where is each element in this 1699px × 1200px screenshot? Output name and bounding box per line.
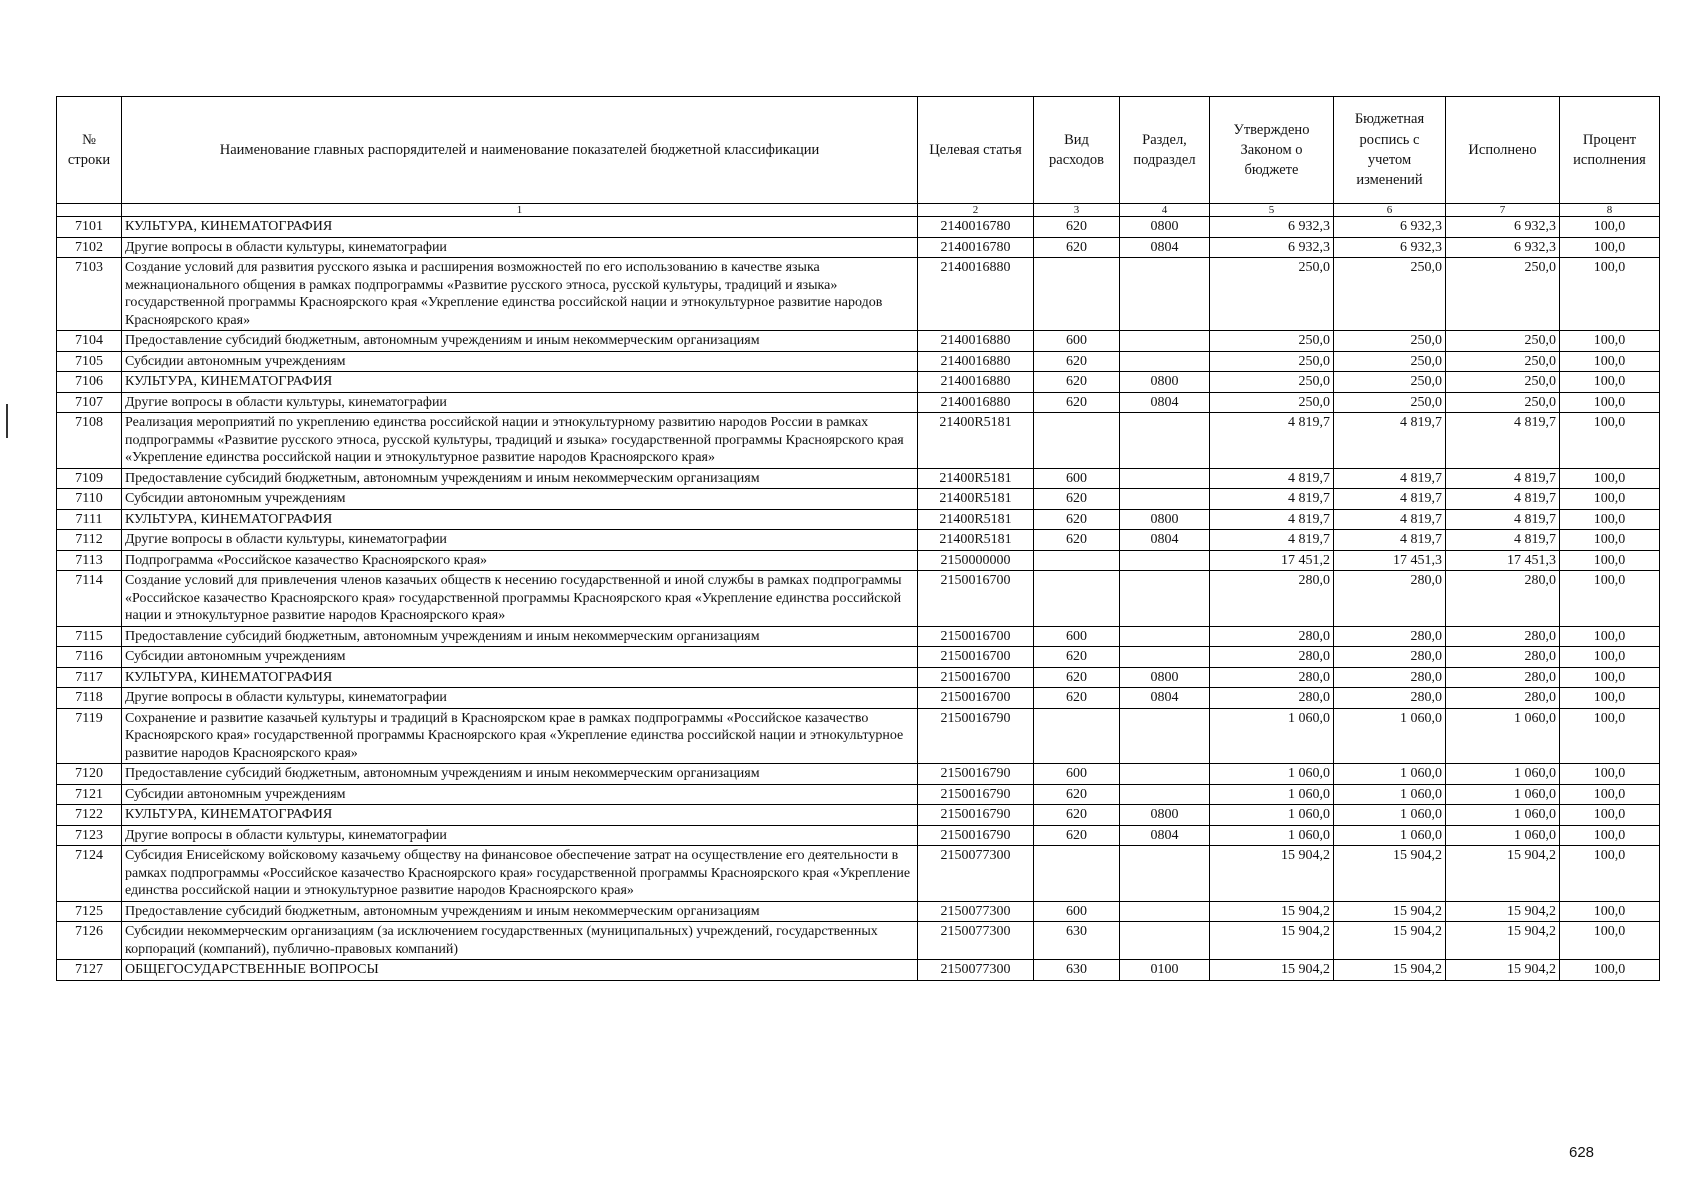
- row-name-cell: Подпрограмма «Российское казачество Красноярского края»: [122, 550, 918, 571]
- approved-amount-cell: 250,0: [1210, 372, 1334, 393]
- approved-amount-cell: 17 451,2: [1210, 550, 1334, 571]
- section-code-cell: [1120, 922, 1210, 960]
- executed-amount-cell: 280,0: [1446, 571, 1560, 627]
- executed-amount-cell: 6 932,3: [1446, 237, 1560, 258]
- budget-amount-cell: 280,0: [1334, 626, 1446, 647]
- section-code-cell: 0804: [1120, 688, 1210, 709]
- execution-percent-cell: 100,0: [1560, 372, 1660, 393]
- row-name-cell: КУЛЬТУРА, КИНЕМАТОГРАФИЯ: [122, 805, 918, 826]
- section-code-cell: [1120, 468, 1210, 489]
- expense-type-cell: [1034, 550, 1120, 571]
- budget-amount-cell: 4 819,7: [1334, 468, 1446, 489]
- target-article-cell: 2150077300: [918, 922, 1034, 960]
- approved-amount-cell: 1 060,0: [1210, 784, 1334, 805]
- executed-amount-cell: 17 451,3: [1446, 550, 1560, 571]
- execution-percent-cell: 100,0: [1560, 509, 1660, 530]
- table-row: [57, 688, 1660, 709]
- row-name-cell: Другие вопросы в области культуры, кинематографии: [122, 825, 918, 846]
- row-name-cell: Предоставление субсидий бюджетным, автономным учреждениям и иным некоммерческим организациям: [122, 764, 918, 785]
- executed-amount-cell: 280,0: [1446, 688, 1560, 709]
- table-row: [57, 764, 1660, 785]
- approved-amount-cell: 6 932,3: [1210, 237, 1334, 258]
- budget-amount-cell: 17 451,3: [1334, 550, 1446, 571]
- expense-type-cell: 620: [1034, 825, 1120, 846]
- budget-amount-cell: 15 904,2: [1334, 846, 1446, 902]
- execution-percent-cell: 100,0: [1560, 805, 1660, 826]
- expense-type-cell: 620: [1034, 805, 1120, 826]
- table-row: [57, 331, 1660, 352]
- expense-type-cell: 600: [1034, 626, 1120, 647]
- table-row: [57, 489, 1660, 510]
- header-name: Наименование главных распорядителей и наименование показателей бюджетной классификации: [122, 97, 918, 204]
- expense-type-cell: 620: [1034, 784, 1120, 805]
- row-number-cell: 7126: [57, 922, 122, 960]
- row-number-cell: 7117: [57, 667, 122, 688]
- approved-amount-cell: 280,0: [1210, 688, 1334, 709]
- expense-type-cell: 630: [1034, 960, 1120, 981]
- section-code-cell: [1120, 846, 1210, 902]
- page-number: 628: [1569, 1144, 1595, 1161]
- section-code-cell: 0800: [1120, 509, 1210, 530]
- approved-amount-cell: 250,0: [1210, 258, 1334, 331]
- executed-amount-cell: 4 819,7: [1446, 530, 1560, 551]
- budget-amount-cell: 250,0: [1334, 392, 1446, 413]
- column-number: 4: [1120, 204, 1210, 217]
- table-row: [57, 784, 1660, 805]
- table-row: [57, 647, 1660, 668]
- execution-percent-cell: 100,0: [1560, 530, 1660, 551]
- table-row: [57, 237, 1660, 258]
- table-row: [57, 550, 1660, 571]
- row-name-cell: ОБЩЕГОСУДАРСТВЕННЫЕ ВОПРОСЫ: [122, 960, 918, 981]
- section-code-cell: 0804: [1120, 237, 1210, 258]
- header-approved: Утверждено Законом о бюджете: [1210, 97, 1334, 204]
- target-article-cell: 2150016700: [918, 571, 1034, 627]
- approved-amount-cell: 280,0: [1210, 667, 1334, 688]
- executed-amount-cell: 1 060,0: [1446, 784, 1560, 805]
- approved-amount-cell: 1 060,0: [1210, 708, 1334, 764]
- row-number-cell: 7107: [57, 392, 122, 413]
- budget-execution-table: [56, 96, 1660, 981]
- executed-amount-cell: 1 060,0: [1446, 708, 1560, 764]
- approved-amount-cell: 4 819,7: [1210, 468, 1334, 489]
- row-name-cell: Предоставление субсидий бюджетным, автономным учреждениям и иным некоммерческим организациям: [122, 331, 918, 352]
- row-number-cell: 7122: [57, 805, 122, 826]
- execution-percent-cell: 100,0: [1560, 237, 1660, 258]
- executed-amount-cell: 1 060,0: [1446, 805, 1560, 826]
- executed-amount-cell: 15 904,2: [1446, 901, 1560, 922]
- header-row: [57, 97, 1660, 204]
- budget-amount-cell: 4 819,7: [1334, 509, 1446, 530]
- execution-percent-cell: 100,0: [1560, 331, 1660, 352]
- section-code-cell: [1120, 784, 1210, 805]
- table-row: [57, 392, 1660, 413]
- table-row: [57, 825, 1660, 846]
- approved-amount-cell: 4 819,7: [1210, 530, 1334, 551]
- section-code-cell: 0800: [1120, 372, 1210, 393]
- execution-percent-cell: 100,0: [1560, 647, 1660, 668]
- execution-percent-cell: 100,0: [1560, 571, 1660, 627]
- section-code-cell: 0800: [1120, 667, 1210, 688]
- table-row: [57, 571, 1660, 627]
- row-number-cell: 7115: [57, 626, 122, 647]
- expense-type-cell: [1034, 846, 1120, 902]
- column-number: 7: [1446, 204, 1560, 217]
- budget-amount-cell: 4 819,7: [1334, 530, 1446, 551]
- row-number-cell: 7108: [57, 413, 122, 469]
- expense-type-cell: 620: [1034, 237, 1120, 258]
- section-code-cell: [1120, 413, 1210, 469]
- section-code-cell: 0800: [1120, 217, 1210, 238]
- budget-amount-cell: 280,0: [1334, 571, 1446, 627]
- budget-amount-cell: 15 904,2: [1334, 960, 1446, 981]
- row-name-cell: Субсидии некоммерческим организациям (за исключением государственных (муниципальных) учреждений, государственных корпораций (компаний), публично-правовых компаний): [122, 922, 918, 960]
- target-article-cell: 2140016880: [918, 258, 1034, 331]
- budget-amount-cell: 1 060,0: [1334, 805, 1446, 826]
- execution-percent-cell: 100,0: [1560, 667, 1660, 688]
- executed-amount-cell: 6 932,3: [1446, 217, 1560, 238]
- row-name-cell: Субсидии автономным учреждениям: [122, 489, 918, 510]
- approved-amount-cell: 280,0: [1210, 626, 1334, 647]
- execution-percent-cell: 100,0: [1560, 550, 1660, 571]
- budget-amount-cell: 4 819,7: [1334, 489, 1446, 510]
- budget-amount-cell: 15 904,2: [1334, 901, 1446, 922]
- header-executed: Исполнено: [1446, 97, 1560, 204]
- column-number: 2: [918, 204, 1034, 217]
- execution-percent-cell: 100,0: [1560, 413, 1660, 469]
- executed-amount-cell: 280,0: [1446, 667, 1560, 688]
- budget-amount-cell: 1 060,0: [1334, 784, 1446, 805]
- expense-type-cell: 620: [1034, 647, 1120, 668]
- expense-type-cell: 600: [1034, 764, 1120, 785]
- table-row: [57, 372, 1660, 393]
- header-row-number: № строки: [57, 97, 122, 204]
- approved-amount-cell: 1 060,0: [1210, 825, 1334, 846]
- table-row: [57, 708, 1660, 764]
- execution-percent-cell: 100,0: [1560, 351, 1660, 372]
- executed-amount-cell: 250,0: [1446, 372, 1560, 393]
- expense-type-cell: 620: [1034, 667, 1120, 688]
- section-code-cell: 0100: [1120, 960, 1210, 981]
- table-row: [57, 509, 1660, 530]
- table-row: [57, 468, 1660, 489]
- section-code-cell: [1120, 626, 1210, 647]
- column-number: 1: [122, 204, 918, 217]
- execution-percent-cell: 100,0: [1560, 217, 1660, 238]
- table-row: [57, 351, 1660, 372]
- row-number-cell: 7103: [57, 258, 122, 331]
- budget-amount-cell: 15 904,2: [1334, 922, 1446, 960]
- row-name-cell: Субсидии автономным учреждениям: [122, 647, 918, 668]
- expense-type-cell: 620: [1034, 217, 1120, 238]
- row-name-cell: КУЛЬТУРА, КИНЕМАТОГРАФИЯ: [122, 509, 918, 530]
- row-name-cell: Субсидия Енисейскому войсковому казачьему обществу на финансовое обеспечение затрат на осуществление его деятельности в рамках подпрограммы «Российское казачество Красноярского края» государственной программы Красноярского края «Укрепление единства российской нации и этнокультурное развитие народов Красноярского края»: [122, 846, 918, 902]
- execution-percent-cell: 100,0: [1560, 708, 1660, 764]
- table-header: [57, 97, 1660, 217]
- approved-amount-cell: 250,0: [1210, 392, 1334, 413]
- execution-percent-cell: 100,0: [1560, 825, 1660, 846]
- column-number-row: [57, 204, 1660, 217]
- target-article-cell: 21400R5181: [918, 468, 1034, 489]
- execution-percent-cell: 100,0: [1560, 688, 1660, 709]
- row-number-cell: 7123: [57, 825, 122, 846]
- execution-percent-cell: 100,0: [1560, 258, 1660, 331]
- target-article-cell: 2140016880: [918, 331, 1034, 352]
- row-name-cell: Другие вопросы в области культуры, кинематографии: [122, 530, 918, 551]
- row-name-cell: Предоставление субсидий бюджетным, автономным учреждениям и иным некоммерческим организациям: [122, 626, 918, 647]
- target-article-cell: 2150016700: [918, 647, 1034, 668]
- column-number: 6: [1334, 204, 1446, 217]
- row-name-cell: Создание условий для развития русского языка и расширения возможностей по его использованию в качестве языка межнационального общения в рамках подпрограммы «Развитие русского этноса, русской культуры, традиций и языка» государственной программы Красноярского края «Укрепление единства российской нации и этнокультурное развитие народов Красноярского края»: [122, 258, 918, 331]
- execution-percent-cell: 100,0: [1560, 392, 1660, 413]
- expense-type-cell: 620: [1034, 372, 1120, 393]
- budget-amount-cell: 1 060,0: [1334, 708, 1446, 764]
- table-row: [57, 626, 1660, 647]
- executed-amount-cell: 250,0: [1446, 392, 1560, 413]
- approved-amount-cell: 1 060,0: [1210, 805, 1334, 826]
- executed-amount-cell: 250,0: [1446, 331, 1560, 352]
- section-code-cell: [1120, 571, 1210, 627]
- table-row: [57, 413, 1660, 469]
- budget-amount-cell: 250,0: [1334, 351, 1446, 372]
- budget-amount-cell: 4 819,7: [1334, 413, 1446, 469]
- column-number: 8: [1560, 204, 1660, 217]
- approved-amount-cell: 1 060,0: [1210, 764, 1334, 785]
- target-article-cell: 2150077300: [918, 960, 1034, 981]
- row-number-cell: 7114: [57, 571, 122, 627]
- target-article-cell: 2150016790: [918, 708, 1034, 764]
- approved-amount-cell: 4 819,7: [1210, 489, 1334, 510]
- header-expense-type: Вид расходов: [1034, 97, 1120, 204]
- target-article-cell: 2150016790: [918, 805, 1034, 826]
- section-code-cell: 0804: [1120, 825, 1210, 846]
- execution-percent-cell: 100,0: [1560, 960, 1660, 981]
- header-section: Раздел, подраздел: [1120, 97, 1210, 204]
- row-name-cell: Другие вопросы в области культуры, кинематографии: [122, 392, 918, 413]
- table-row: [57, 901, 1660, 922]
- section-code-cell: [1120, 258, 1210, 331]
- row-name-cell: Субсидии автономным учреждениям: [122, 351, 918, 372]
- approved-amount-cell: 15 904,2: [1210, 901, 1334, 922]
- section-code-cell: 0804: [1120, 530, 1210, 551]
- column-number: 3: [1034, 204, 1120, 217]
- target-article-cell: 2150016700: [918, 626, 1034, 647]
- approved-amount-cell: 4 819,7: [1210, 413, 1334, 469]
- header-percent: Процент исполнения: [1560, 97, 1660, 204]
- row-name-cell: Сохранение и развитие казачьей культуры и традиций в Красноярском крае в рамках подпрограммы «Российское казачество Красноярского края» государственной программы Красноярского края «Укрепление единства российской нации и этнокультурное развитие народов Красноярского края»: [122, 708, 918, 764]
- column-number: [57, 204, 122, 217]
- approved-amount-cell: 250,0: [1210, 351, 1334, 372]
- expense-type-cell: 620: [1034, 392, 1120, 413]
- row-name-cell: Реализация мероприятий по укреплению единства российской нации и этнокультурному развитию народов России в рамках подпрограммы «Развитие русского этноса, русской культуры, традиций и языка» государственной программы Красноярского края «Укрепление единства российской нации и этнокультурное развитие народов Красноярского края»: [122, 413, 918, 469]
- executed-amount-cell: 1 060,0: [1446, 764, 1560, 785]
- approved-amount-cell: 15 904,2: [1210, 922, 1334, 960]
- row-number-cell: 7127: [57, 960, 122, 981]
- executed-amount-cell: 15 904,2: [1446, 960, 1560, 981]
- executed-amount-cell: 4 819,7: [1446, 489, 1560, 510]
- target-article-cell: 2150016700: [918, 688, 1034, 709]
- executed-amount-cell: 280,0: [1446, 647, 1560, 668]
- target-article-cell: 2150077300: [918, 901, 1034, 922]
- expense-type-cell: 620: [1034, 509, 1120, 530]
- header-budget-schedule: Бюджетная роспись с учетом изменений: [1334, 97, 1446, 204]
- row-number-cell: 7121: [57, 784, 122, 805]
- expense-type-cell: 600: [1034, 468, 1120, 489]
- target-article-cell: 2150016790: [918, 825, 1034, 846]
- row-number-cell: 7118: [57, 688, 122, 709]
- budget-amount-cell: 1 060,0: [1334, 825, 1446, 846]
- execution-percent-cell: 100,0: [1560, 468, 1660, 489]
- table-row: [57, 805, 1660, 826]
- executed-amount-cell: 4 819,7: [1446, 509, 1560, 530]
- executed-amount-cell: 250,0: [1446, 258, 1560, 331]
- section-code-cell: 0804: [1120, 392, 1210, 413]
- row-name-cell: Предоставление субсидий бюджетным, автономным учреждениям и иным некоммерческим организациям: [122, 468, 918, 489]
- budget-amount-cell: 250,0: [1334, 372, 1446, 393]
- expense-type-cell: 600: [1034, 331, 1120, 352]
- budget-amount-cell: 280,0: [1334, 647, 1446, 668]
- row-name-cell: Другие вопросы в области культуры, кинематографии: [122, 688, 918, 709]
- row-number-cell: 7125: [57, 901, 122, 922]
- table-row: [57, 960, 1660, 981]
- target-article-cell: 21400R5181: [918, 509, 1034, 530]
- approved-amount-cell: 6 932,3: [1210, 217, 1334, 238]
- row-name-cell: Предоставление субсидий бюджетным, автономным учреждениям и иным некоммерческим организациям: [122, 901, 918, 922]
- executed-amount-cell: 250,0: [1446, 351, 1560, 372]
- table-row: [57, 258, 1660, 331]
- row-name-cell: Субсидии автономным учреждениям: [122, 784, 918, 805]
- row-number-cell: 7106: [57, 372, 122, 393]
- row-number-cell: 7120: [57, 764, 122, 785]
- execution-percent-cell: 100,0: [1560, 901, 1660, 922]
- row-number-cell: 7112: [57, 530, 122, 551]
- section-code-cell: 0800: [1120, 805, 1210, 826]
- expense-type-cell: 620: [1034, 489, 1120, 510]
- section-code-cell: [1120, 489, 1210, 510]
- target-article-cell: 2140016780: [918, 237, 1034, 258]
- expense-type-cell: 600: [1034, 901, 1120, 922]
- header-target-article: Целевая статья: [918, 97, 1034, 204]
- table-row: [57, 846, 1660, 902]
- target-article-cell: 21400R5181: [918, 413, 1034, 469]
- section-code-cell: [1120, 647, 1210, 668]
- target-article-cell: 2150000000: [918, 550, 1034, 571]
- table-row: [57, 217, 1660, 238]
- row-number-cell: 7124: [57, 846, 122, 902]
- target-article-cell: 2140016780: [918, 217, 1034, 238]
- row-number-cell: 7105: [57, 351, 122, 372]
- target-article-cell: 2140016880: [918, 372, 1034, 393]
- target-article-cell: 2140016880: [918, 351, 1034, 372]
- expense-type-cell: 630: [1034, 922, 1120, 960]
- scan-margin-mark: [6, 404, 8, 438]
- column-number: 5: [1210, 204, 1334, 217]
- budget-amount-cell: 250,0: [1334, 331, 1446, 352]
- expense-type-cell: 620: [1034, 351, 1120, 372]
- budget-amount-cell: 250,0: [1334, 258, 1446, 331]
- execution-percent-cell: 100,0: [1560, 922, 1660, 960]
- row-number-cell: 7119: [57, 708, 122, 764]
- row-name-cell: КУЛЬТУРА, КИНЕМАТОГРАФИЯ: [122, 372, 918, 393]
- approved-amount-cell: 15 904,2: [1210, 960, 1334, 981]
- approved-amount-cell: 250,0: [1210, 331, 1334, 352]
- row-number-cell: 7116: [57, 647, 122, 668]
- section-code-cell: [1120, 550, 1210, 571]
- budget-amount-cell: 6 932,3: [1334, 217, 1446, 238]
- row-name-cell: Другие вопросы в области культуры, кинематографии: [122, 237, 918, 258]
- expense-type-cell: [1034, 258, 1120, 331]
- expense-type-cell: [1034, 708, 1120, 764]
- row-number-cell: 7111: [57, 509, 122, 530]
- table-row: [57, 530, 1660, 551]
- target-article-cell: 2150077300: [918, 846, 1034, 902]
- executed-amount-cell: 4 819,7: [1446, 413, 1560, 469]
- target-article-cell: 2140016880: [918, 392, 1034, 413]
- expense-type-cell: 620: [1034, 688, 1120, 709]
- target-article-cell: 21400R5181: [918, 530, 1034, 551]
- table-row: [57, 922, 1660, 960]
- approved-amount-cell: 280,0: [1210, 647, 1334, 668]
- executed-amount-cell: 280,0: [1446, 626, 1560, 647]
- target-article-cell: 2150016790: [918, 784, 1034, 805]
- row-name-cell: КУЛЬТУРА, КИНЕМАТОГРАФИЯ: [122, 217, 918, 238]
- expense-type-cell: 620: [1034, 530, 1120, 551]
- execution-percent-cell: 100,0: [1560, 489, 1660, 510]
- section-code-cell: [1120, 351, 1210, 372]
- executed-amount-cell: 15 904,2: [1446, 846, 1560, 902]
- expense-type-cell: [1034, 571, 1120, 627]
- section-code-cell: [1120, 331, 1210, 352]
- execution-percent-cell: 100,0: [1560, 764, 1660, 785]
- section-code-cell: [1120, 764, 1210, 785]
- row-number-cell: 7102: [57, 237, 122, 258]
- row-number-cell: 7113: [57, 550, 122, 571]
- target-article-cell: 2150016700: [918, 667, 1034, 688]
- executed-amount-cell: 1 060,0: [1446, 825, 1560, 846]
- section-code-cell: [1120, 708, 1210, 764]
- expense-type-cell: [1034, 413, 1120, 469]
- row-name-cell: Создание условий для привлечения членов казачьих обществ к несению государственной и иной службы в рамках подпрограммы «Российское казачество Красноярского края» государственной программы Красноярского края «Укрепление единства российской нации и этнокультурное развитие народов Красноярского края»: [122, 571, 918, 627]
- executed-amount-cell: 4 819,7: [1446, 468, 1560, 489]
- execution-percent-cell: 100,0: [1560, 784, 1660, 805]
- execution-percent-cell: 100,0: [1560, 846, 1660, 902]
- table-row: [57, 667, 1660, 688]
- approved-amount-cell: 280,0: [1210, 571, 1334, 627]
- table-body: [57, 217, 1660, 981]
- row-number-cell: 7109: [57, 468, 122, 489]
- budget-amount-cell: 280,0: [1334, 667, 1446, 688]
- approved-amount-cell: 4 819,7: [1210, 509, 1334, 530]
- row-number-cell: 7104: [57, 331, 122, 352]
- executed-amount-cell: 15 904,2: [1446, 922, 1560, 960]
- budget-amount-cell: 1 060,0: [1334, 764, 1446, 785]
- target-article-cell: 21400R5181: [918, 489, 1034, 510]
- target-article-cell: 2150016790: [918, 764, 1034, 785]
- row-number-cell: 7110: [57, 489, 122, 510]
- budget-amount-cell: 6 932,3: [1334, 237, 1446, 258]
- execution-percent-cell: 100,0: [1560, 626, 1660, 647]
- row-name-cell: КУЛЬТУРА, КИНЕМАТОГРАФИЯ: [122, 667, 918, 688]
- section-code-cell: [1120, 901, 1210, 922]
- approved-amount-cell: 15 904,2: [1210, 846, 1334, 902]
- budget-amount-cell: 280,0: [1334, 688, 1446, 709]
- row-number-cell: 7101: [57, 217, 122, 238]
